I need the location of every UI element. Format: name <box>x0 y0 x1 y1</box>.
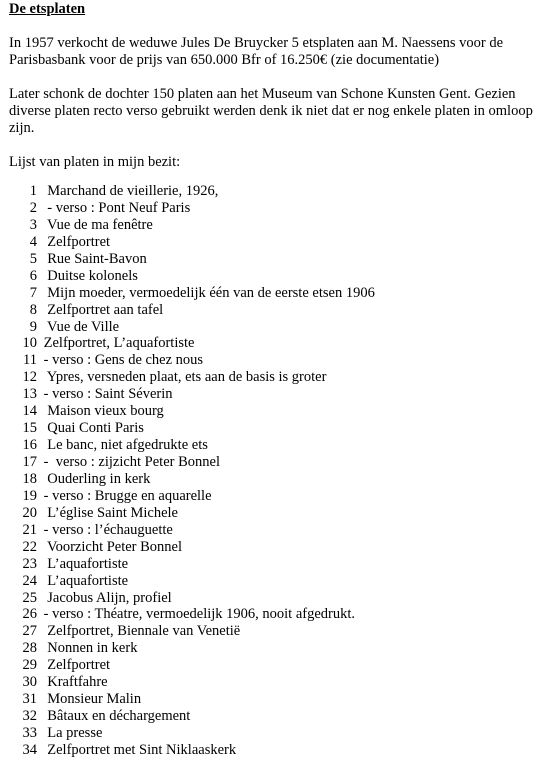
list-item <box>15 725 525 742</box>
list-item-number: 11 <box>23 352 37 369</box>
list-item <box>15 454 525 471</box>
list-item <box>15 352 525 369</box>
list-item-number: 29 <box>22 657 37 674</box>
paragraph-donation: Later schonk de dochter 150 platen aan het Museum van Schone Kunsten Gent. Gezien diverse platen recto verso gebruikt werden denk ik niet dat er nog enkele platen in omloop zijn. <box>9 86 533 136</box>
list-item-number: 15 <box>22 420 37 437</box>
list-item-text: Quai Conti Paris <box>40 420 144 437</box>
list-item-text: Rue Saint-Bavon <box>40 250 147 267</box>
list-item-number: 6 <box>29 267 37 284</box>
list-item-text: Maison vieux bourg <box>40 403 164 420</box>
list-item-text: Zelfportret <box>40 657 111 674</box>
list-item-text: - verso : Saint Séverin <box>40 386 173 403</box>
document-page <box>9 1 541 171</box>
list-item-text: Zelfportret met Sint Niklaaskerk <box>40 741 237 758</box>
list-item-text: Voorzicht Peter Bonnel <box>40 538 183 555</box>
list-item-text: - verso : Gens de chez nous <box>40 352 204 369</box>
list-item-text: Nonnen in kerk <box>40 640 138 657</box>
list-item-number: 21 <box>22 521 37 538</box>
list-item-text: Ouderling in kerk <box>40 470 151 487</box>
list-item-number: 32 <box>22 708 37 725</box>
list-item <box>15 590 525 607</box>
list-item <box>15 335 525 352</box>
list-item-text: - verso : Théatre, vermoedelijk 1906, nooit afgedrukt. <box>40 606 356 623</box>
list-item <box>15 488 525 505</box>
list-item <box>15 268 525 285</box>
list-item <box>15 251 525 268</box>
list-item-text: Vue de ma fenêtre <box>40 216 153 233</box>
list-item-number: 25 <box>22 589 37 606</box>
list-item <box>15 437 525 454</box>
list-item-text: La presse <box>40 725 103 741</box>
list-item-number: 19 <box>22 487 37 504</box>
list-item-text: L’aquafortiste <box>40 572 129 589</box>
list-item-text: - verso : Pont Neuf Paris <box>40 199 191 216</box>
list-item <box>15 708 525 725</box>
list-item-text: Zelfportret <box>40 233 111 250</box>
list-item-number: 34 <box>22 741 37 758</box>
list-item-text: Bâtaux en déchargement <box>40 708 191 725</box>
list-item-number: 9 <box>29 318 37 335</box>
list-item-number: 27 <box>22 623 37 640</box>
list-item-text: Zelfportret, Biennale van Venetië <box>40 623 241 640</box>
list-item-number: 33 <box>22 725 37 741</box>
list-item <box>15 623 525 640</box>
list-item <box>15 522 525 539</box>
list-item <box>15 234 525 251</box>
list-item-number: 22 <box>22 538 37 555</box>
list-item-number: 14 <box>22 403 37 420</box>
list-item <box>15 285 525 302</box>
list-item <box>15 183 525 200</box>
list-item-text: Vue de Ville <box>40 318 120 335</box>
list-item <box>15 640 525 657</box>
list-item-text: Monsieur Malin <box>40 691 142 708</box>
list-item <box>15 386 525 403</box>
list-item <box>15 471 525 488</box>
list-item-text: L’aquafortiste <box>40 555 129 572</box>
list-item <box>15 319 525 336</box>
list-item-number: 18 <box>22 470 37 487</box>
list-item-text: Mijn moeder, vermoedelijk één van de eerste etsen 1906 <box>40 284 375 301</box>
list-item-text: Ypres, versneden plaat, ets aan de basis is groter <box>40 369 327 386</box>
list-item-number: 10 <box>22 335 37 352</box>
plate-list <box>15 183 525 759</box>
list-item <box>15 200 525 217</box>
paragraph-list-intro: Lijst van platen in mijn bezit: <box>9 154 181 170</box>
list-item-number: 24 <box>22 572 37 589</box>
list-item <box>15 691 525 708</box>
list-item <box>15 573 525 590</box>
list-item-number: 13 <box>22 386 37 403</box>
list-item <box>15 403 525 420</box>
list-item <box>15 657 525 674</box>
list-item <box>15 302 525 319</box>
list-item-text: - verso : Brugge en aquarelle <box>40 487 212 504</box>
list-item <box>15 606 525 623</box>
list-item <box>15 674 525 691</box>
list-item-number: 20 <box>22 504 37 521</box>
list-item <box>15 742 525 759</box>
list-item-number: 17 <box>22 454 37 470</box>
list-item-number: 3 <box>29 216 37 233</box>
list-item-number: 16 <box>22 437 37 454</box>
list-item-number: 1 <box>29 183 37 199</box>
list-item-text: - verso : l’échauguette <box>40 521 173 538</box>
list-item-number: 30 <box>22 674 37 691</box>
document-title: De etsplaten <box>9 1 86 17</box>
list-item-text: Jacobus Alijn, profiel <box>40 589 172 606</box>
list-item-number: 8 <box>29 301 37 318</box>
list-item-number: 2 <box>29 199 37 216</box>
list-item <box>15 539 525 556</box>
list-item-number: 4 <box>29 233 37 250</box>
list-item-number: 26 <box>22 606 37 623</box>
list-item-number: 12 <box>22 369 37 386</box>
paragraph-sale: In 1957 verkocht de weduwe Jules De Bruycker 5 etsplaten aan M. Naessens voor de Parisbasbank voor de prijs van 650.000 Bfr of 16.250€ (zie documentatie) <box>9 35 504 68</box>
list-item-text: - verso : zijzicht Peter Bonnel <box>40 454 220 470</box>
list-item-text: L’église Saint Michele <box>40 504 178 521</box>
list-item-number: 28 <box>22 640 37 657</box>
list-item-text: Kraftfahre <box>40 674 108 691</box>
list-item-text: Marchand de vieillerie, 1926, <box>40 183 219 199</box>
list-item <box>15 505 525 522</box>
list-item-number: 23 <box>22 555 37 572</box>
list-item-number: 31 <box>22 691 37 708</box>
list-item <box>15 369 525 386</box>
list-item-number: 7 <box>29 284 37 301</box>
list-item <box>15 556 525 573</box>
list-item-text: Zelfportret aan tafel <box>40 301 164 318</box>
list-item <box>15 420 525 437</box>
list-item-text: Duitse kolonels <box>40 267 138 284</box>
list-item-number: 5 <box>29 250 37 267</box>
list-item-text: Zelfportret, L’aquafortiste <box>40 335 195 352</box>
list-item-text: Le banc, niet afgedrukte ets <box>40 437 208 454</box>
list-item <box>15 217 525 234</box>
